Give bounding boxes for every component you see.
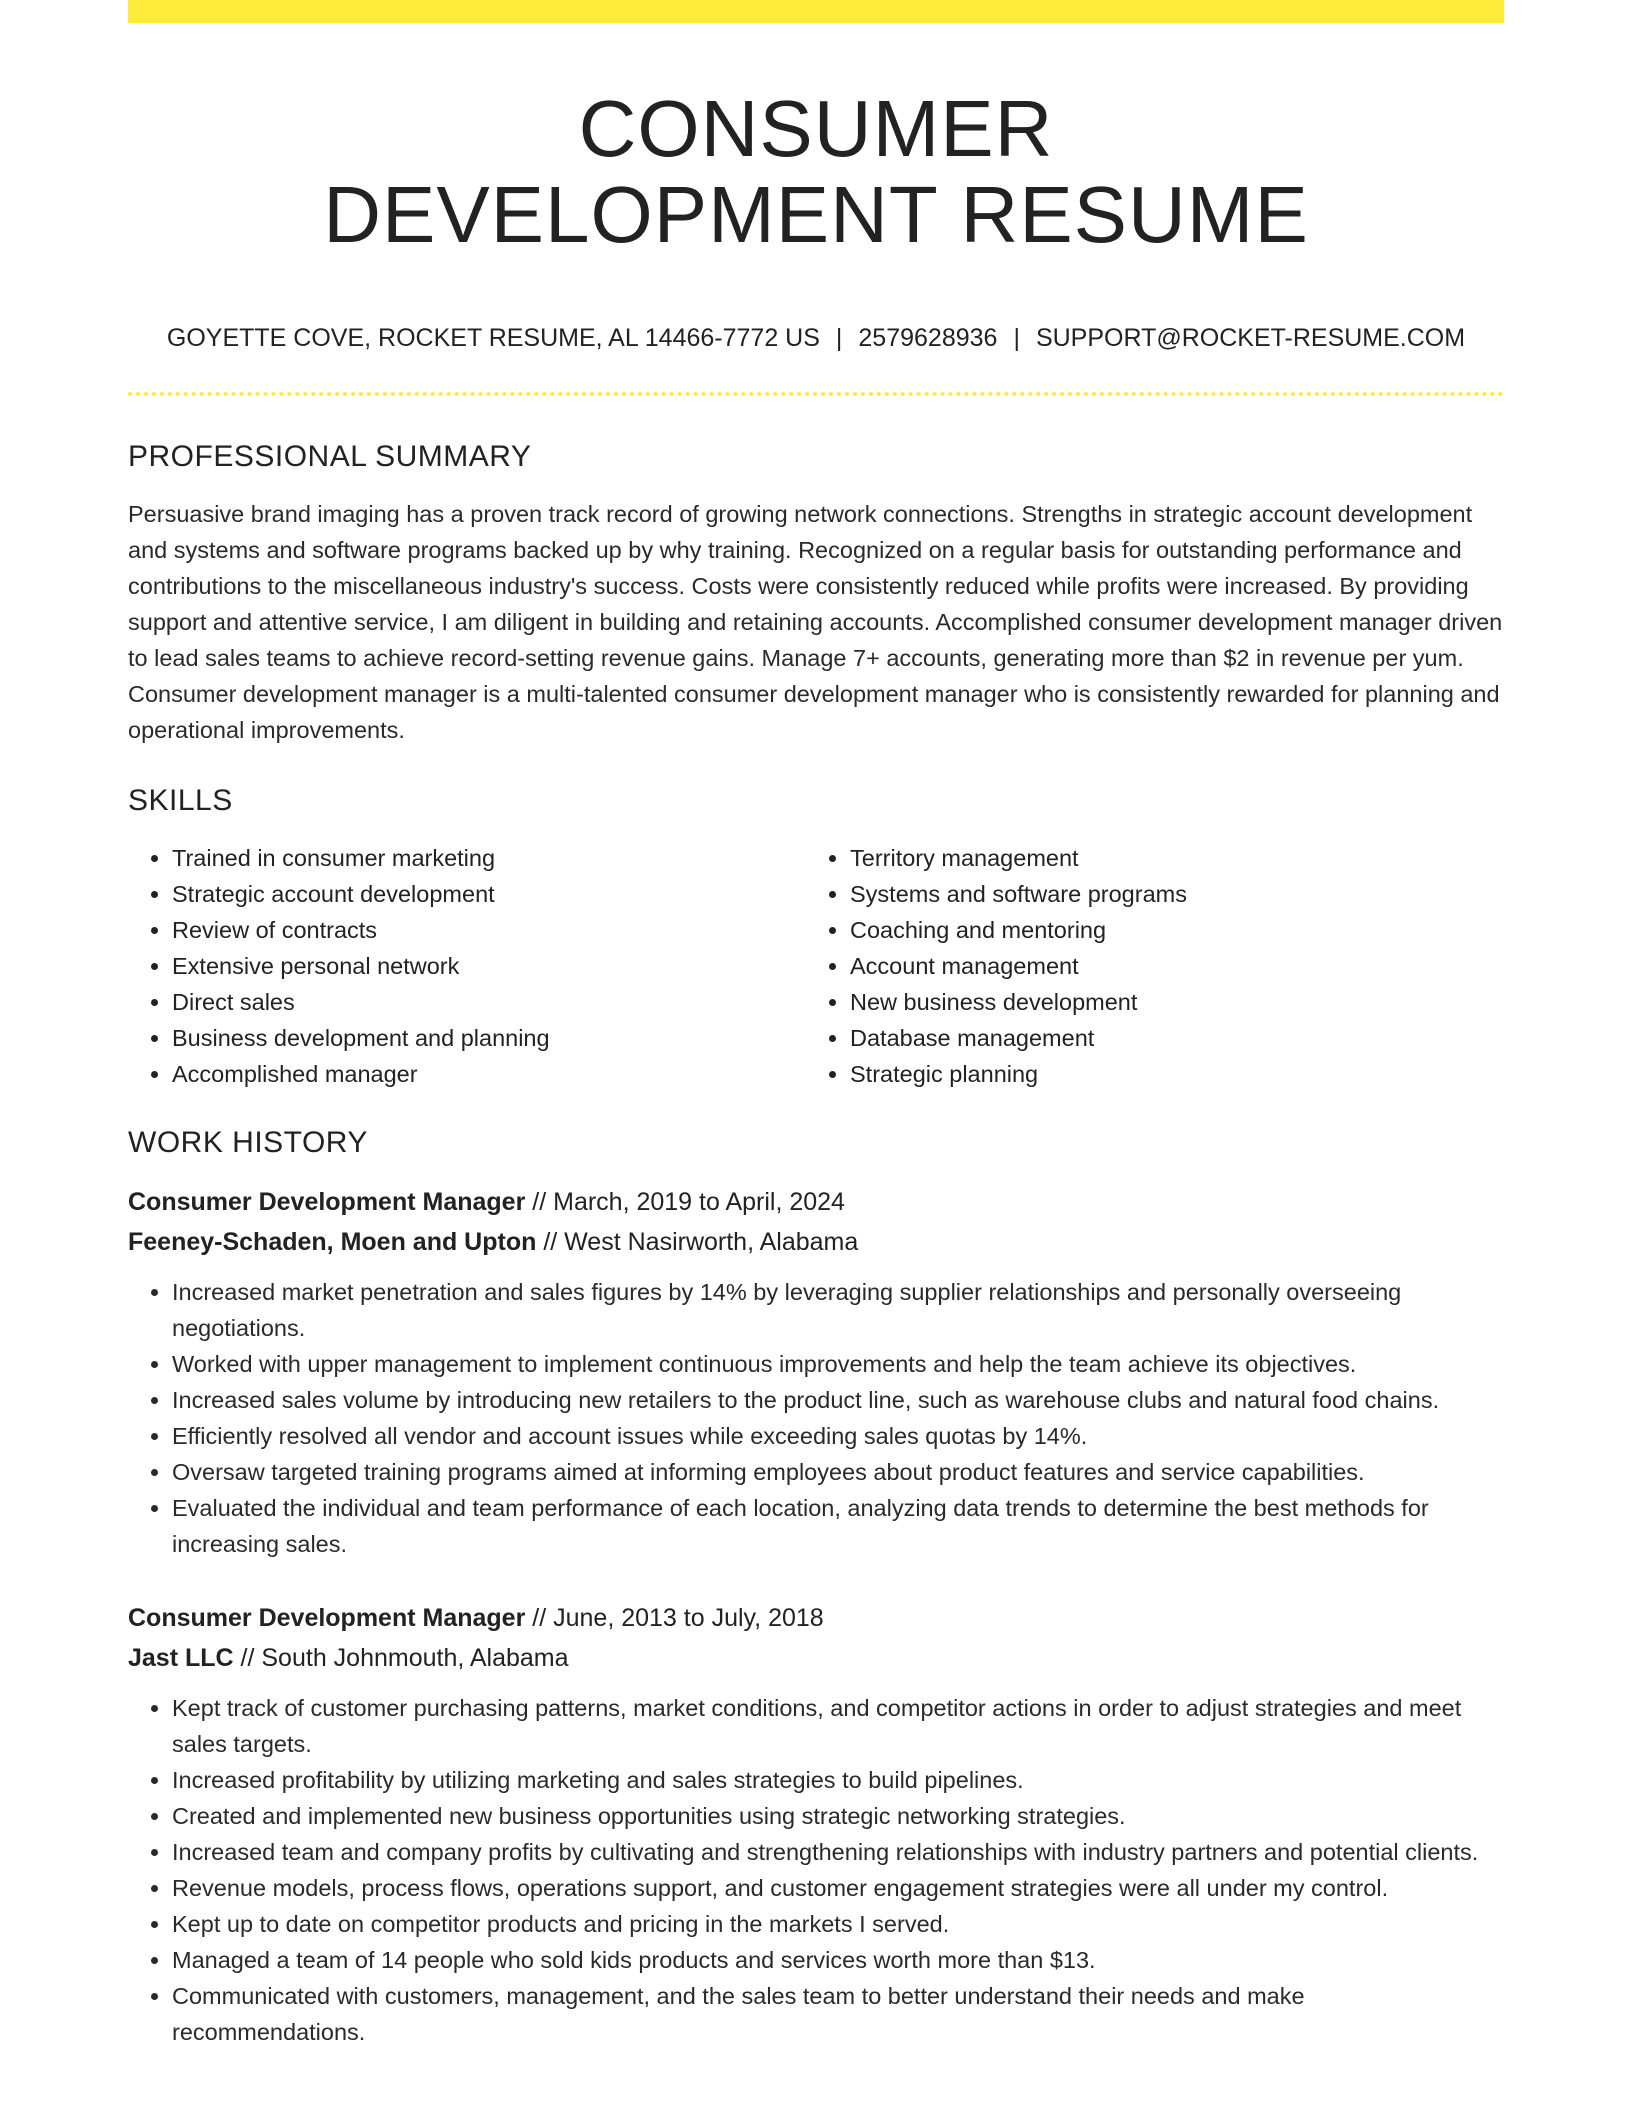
skill-item: • Account management [850,948,1484,984]
skill-item: • Direct sales [172,984,806,1020]
skills-heading: SKILLS [128,784,233,817]
contact-email: SUPPORT@ROCKET-RESUME.COM [1035,324,1466,352]
job-location: // West Nasirworth, Alabama [543,1228,859,1256]
job-bullet: • Evaluated the individual and team performance of each location, analyzing data trends to determine the best methods for increasing sales. [172,1490,1504,1562]
resume-title-line-1: CONSUMER [578,84,1054,173]
skill-item: • Accomplished manager [172,1056,806,1092]
job-bullet: • Created and implemented new business opportunities using strategic networking strategies. [172,1798,1504,1834]
job-dates: // March, 2019 to April, 2024 [532,1188,845,1216]
job-entry [128,1598,1504,2050]
job-entry [128,1182,1504,1562]
resume-title [128,86,1504,258]
job-company-line [128,1222,1504,1262]
job-bullet: • Worked with upper management to implement continuous improvements and help the team achieve its objectives. [172,1346,1504,1382]
job-dates: // June, 2013 to July, 2018 [532,1604,824,1632]
job-bullets [128,1690,1504,2050]
work-history-heading: WORK HISTORY [128,1126,368,1159]
skill-item: • Trained in consumer marketing [172,840,806,876]
job-bullet: • Kept track of customer purchasing patterns, market conditions, and competitor actions in order to adjust strategies and meet sales targets. [172,1690,1504,1762]
job-company-line [128,1638,1504,1678]
job-bullet: • Efficiently resolved all vendor and account issues while exceeding sales quotas by 14%. [172,1418,1504,1454]
skill-item: • New business development [850,984,1484,1020]
job-title-line [128,1598,1504,1638]
job-bullet: • Increased sales volume by introducing new retailers to the product line, such as warehouse clubs and natural food chains. [172,1382,1504,1418]
job-bullet: • Revenue models, process flows, operations support, and customer engagement strategies were all under my control. [172,1870,1504,1906]
skill-item: • Review of contracts [172,912,806,948]
skill-item: • Business development and planning [172,1020,806,1056]
job-bullet: • Kept up to date on competitor products and pricing in the markets I served. [172,1906,1504,1942]
job-bullet: • Communicated with customers, management, and the sales team to better understand their needs and make recommendations. [172,1978,1504,2050]
contact-line [128,318,1504,358]
job-bullet: • Managed a team of 14 people who sold kids products and services worth more than $13. [172,1942,1504,1978]
job-company: Feeney-Schaden, Moen and Upton [128,1228,537,1256]
job-company: Jast LLC [128,1644,234,1672]
job-bullet: • Increased profitability by utilizing marketing and sales strategies to build pipelines. [172,1762,1504,1798]
contact-phone: 2579628936 [858,324,998,352]
summary-text: Persuasive brand imaging has a proven track record of growing network connections. Strengths in strategic account development and systems and software programs backed up by why training. Recognized on a regular basis for outstanding performance and contributions to the miscellaneous industry's success. Costs were consistently reduced while profits were increased. By providing support and attentive service, I am diligent in building and retaining accounts. Accomplished consumer development manager driven to lead sales teams to achieve record-setting revenue gains. Manage 7+ accounts, generating more than $2 in revenue per yum. Consumer development manager is a multi-talented consumer development manager who is consistently rewarded for planning and operational improvements. [128,501,1503,743]
skill-item: • Systems and software programs [850,876,1484,912]
job-bullet: • Oversaw targeted training programs aimed at informing employees about product features and service capabilities. [172,1454,1504,1490]
dotted-divider [128,392,1504,396]
skills-column-left [128,840,806,1092]
contact-separator: | [835,324,843,352]
job-title-line [128,1182,1504,1222]
job-title: Consumer Development Manager [128,1604,526,1632]
resume-content [128,436,1504,2086]
skill-item: • Territory management [850,840,1484,876]
skill-item: • Strategic account development [172,876,806,912]
job-location: // South Johnmouth, Alabama [240,1644,569,1672]
summary-heading: PROFESSIONAL SUMMARY [128,440,532,473]
resume-title-line-2: DEVELOPMENT RESUME [323,170,1309,259]
skill-item: • Strategic planning [850,1056,1484,1092]
skill-item: • Extensive personal network [172,948,806,984]
contact-address: GOYETTE COVE, ROCKET RESUME, AL 14466-7772 US [166,324,820,352]
job-bullet: • Increased team and company profits by cultivating and strengthening relationships with industry partners and potential clients. [172,1834,1504,1870]
job-bullet: • Increased market penetration and sales figures by 14% by leveraging supplier relationships and personally overseeing negotiations. [172,1274,1504,1346]
skill-item: • Database management [850,1020,1484,1056]
skills-column-right [806,840,1484,1092]
job-bullets [128,1274,1504,1562]
skill-item: • Coaching and mentoring [850,912,1484,948]
job-title: Consumer Development Manager [128,1188,526,1216]
skills-list [128,840,1504,1092]
top-accent-bar [128,0,1504,23]
contact-separator: | [1013,324,1020,352]
